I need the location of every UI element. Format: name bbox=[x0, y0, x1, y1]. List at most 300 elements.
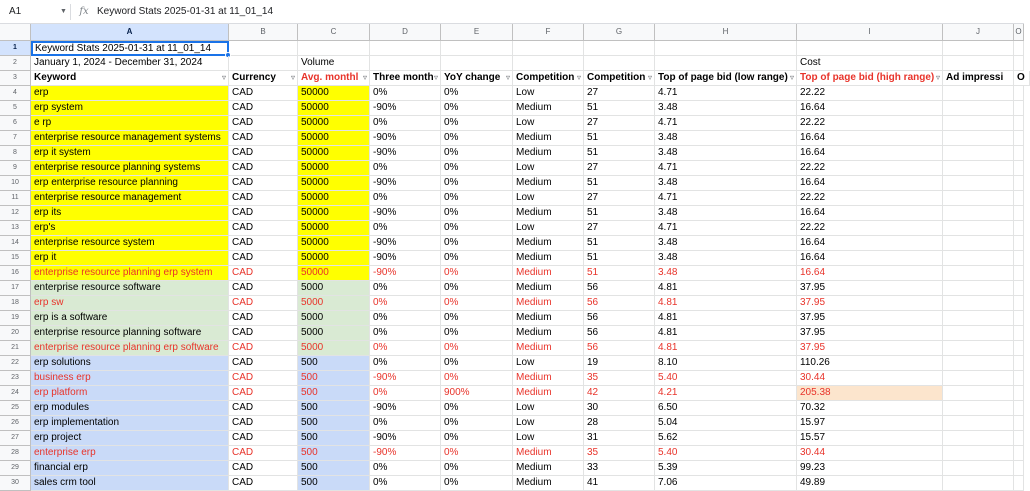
cell[interactable] bbox=[370, 41, 441, 56]
cell[interactable]: 205.38 bbox=[797, 386, 943, 401]
cell[interactable]: Medium bbox=[513, 446, 584, 461]
row-header[interactable]: 30 bbox=[0, 476, 31, 491]
cell[interactable]: 56 bbox=[584, 311, 655, 326]
cell[interactable]: 900% bbox=[441, 386, 513, 401]
table-header-cell[interactable] bbox=[298, 71, 370, 86]
cell[interactable]: 27 bbox=[584, 191, 655, 206]
cell[interactable]: 5000 bbox=[298, 341, 370, 356]
cell[interactable] bbox=[1014, 461, 1024, 476]
cell[interactable]: erp it system bbox=[31, 146, 229, 161]
cell[interactable]: 16.64 bbox=[797, 206, 943, 221]
cell[interactable]: CAD bbox=[229, 371, 298, 386]
cell[interactable]: CAD bbox=[229, 176, 298, 191]
cell[interactable]: 0% bbox=[370, 161, 441, 176]
table-header-cell[interactable] bbox=[441, 71, 513, 86]
row-header[interactable]: 27 bbox=[0, 431, 31, 446]
cell[interactable]: erp bbox=[31, 86, 229, 101]
cell[interactable]: -90% bbox=[370, 266, 441, 281]
column-header-a[interactable]: A bbox=[31, 24, 229, 41]
filter-icon[interactable]: ▿ bbox=[290, 73, 295, 82]
cell[interactable]: Low bbox=[513, 116, 584, 131]
cell[interactable] bbox=[1014, 161, 1024, 176]
cell[interactable]: 4.71 bbox=[655, 191, 797, 206]
cell[interactable]: 16.64 bbox=[797, 176, 943, 191]
cell[interactable]: Medium bbox=[513, 296, 584, 311]
cell[interactable] bbox=[943, 176, 1014, 191]
cell[interactable]: 4.81 bbox=[655, 311, 797, 326]
cell[interactable] bbox=[1014, 41, 1024, 56]
cell[interactable]: 0% bbox=[370, 191, 441, 206]
cell[interactable]: 3.48 bbox=[655, 176, 797, 191]
cell-date-range[interactable]: January 1, 2024 - December 31, 2024 bbox=[31, 56, 229, 71]
cell[interactable]: 4.71 bbox=[655, 221, 797, 236]
cell[interactable]: CAD bbox=[229, 266, 298, 281]
cell[interactable]: 50000 bbox=[298, 176, 370, 191]
row-header[interactable]: 26 bbox=[0, 416, 31, 431]
cell[interactable]: 4.71 bbox=[655, 86, 797, 101]
cell[interactable]: 50000 bbox=[298, 206, 370, 221]
cell[interactable]: 0% bbox=[370, 356, 441, 371]
cell[interactable]: Medium bbox=[513, 281, 584, 296]
cell[interactable] bbox=[943, 101, 1014, 116]
cell[interactable]: erp system bbox=[31, 101, 229, 116]
cell[interactable]: CAD bbox=[229, 416, 298, 431]
column-header-h[interactable]: H bbox=[655, 24, 797, 41]
cell[interactable]: -90% bbox=[370, 176, 441, 191]
cell[interactable]: enterprise resource planning systems bbox=[31, 161, 229, 176]
cell[interactable]: 16.64 bbox=[797, 101, 943, 116]
cell[interactable] bbox=[943, 476, 1014, 491]
cell[interactable]: CAD bbox=[229, 386, 298, 401]
table-header-cell[interactable] bbox=[513, 71, 584, 86]
cell[interactable] bbox=[943, 146, 1014, 161]
filter-icon[interactable]: ▿ bbox=[576, 73, 581, 82]
cell[interactable]: erp modules bbox=[31, 401, 229, 416]
cell[interactable]: 27 bbox=[584, 161, 655, 176]
cell[interactable] bbox=[943, 311, 1014, 326]
cell[interactable] bbox=[1014, 311, 1024, 326]
cell[interactable]: erp platform bbox=[31, 386, 229, 401]
cell[interactable]: 0% bbox=[441, 251, 513, 266]
cell[interactable]: Medium bbox=[513, 146, 584, 161]
spreadsheet-grid[interactable] bbox=[0, 24, 1025, 488]
cell[interactable]: 37.95 bbox=[797, 281, 943, 296]
cell[interactable]: 16.64 bbox=[797, 236, 943, 251]
row-header[interactable]: 2 bbox=[0, 56, 31, 71]
cell[interactable]: 27 bbox=[584, 116, 655, 131]
cell[interactable] bbox=[943, 341, 1014, 356]
cell[interactable]: Medium bbox=[513, 476, 584, 491]
cell[interactable]: CAD bbox=[229, 341, 298, 356]
cell[interactable]: 0% bbox=[441, 326, 513, 341]
cell[interactable]: enterprise resource planning software bbox=[31, 326, 229, 341]
cell[interactable]: 50000 bbox=[298, 161, 370, 176]
name-box[interactable] bbox=[0, 0, 70, 24]
cell[interactable] bbox=[797, 41, 943, 56]
row-header[interactable]: 25 bbox=[0, 401, 31, 416]
row-header[interactable]: 22 bbox=[0, 356, 31, 371]
cell[interactable]: 500 bbox=[298, 431, 370, 446]
cell[interactable] bbox=[370, 56, 441, 71]
row-header[interactable]: 16 bbox=[0, 266, 31, 281]
cell[interactable] bbox=[1014, 446, 1024, 461]
cell[interactable]: 0% bbox=[370, 221, 441, 236]
cell[interactable]: CAD bbox=[229, 281, 298, 296]
cell[interactable]: Medium bbox=[513, 206, 584, 221]
cell[interactable]: CAD bbox=[229, 191, 298, 206]
cell[interactable]: 4.81 bbox=[655, 281, 797, 296]
cell[interactable]: 51 bbox=[584, 206, 655, 221]
filter-icon[interactable]: ▿ bbox=[789, 73, 794, 82]
cell[interactable]: 50000 bbox=[298, 86, 370, 101]
cell[interactable]: enterprise resource software bbox=[31, 281, 229, 296]
row-header[interactable]: 20 bbox=[0, 326, 31, 341]
cell[interactable] bbox=[943, 281, 1014, 296]
cell[interactable]: 5.62 bbox=[655, 431, 797, 446]
cell[interactable]: 35 bbox=[584, 371, 655, 386]
cell[interactable]: 5000 bbox=[298, 296, 370, 311]
cell[interactable] bbox=[943, 221, 1014, 236]
cell[interactable]: erp solutions bbox=[31, 356, 229, 371]
row-header[interactable]: 9 bbox=[0, 161, 31, 176]
cell[interactable]: Low bbox=[513, 161, 584, 176]
cell[interactable]: 0% bbox=[441, 446, 513, 461]
cell[interactable]: 0% bbox=[441, 461, 513, 476]
cell-a1-title[interactable]: Keyword Stats 2025-01-31 at 11_01_14 bbox=[31, 41, 229, 56]
cell[interactable]: 5.40 bbox=[655, 446, 797, 461]
cell[interactable]: 42 bbox=[584, 386, 655, 401]
filter-icon[interactable]: ▿ bbox=[221, 73, 226, 82]
cell[interactable]: 27 bbox=[584, 221, 655, 236]
cell[interactable] bbox=[943, 296, 1014, 311]
cell[interactable]: 0% bbox=[370, 311, 441, 326]
cell[interactable] bbox=[441, 56, 513, 71]
cell[interactable]: 16.64 bbox=[797, 251, 943, 266]
cell[interactable] bbox=[1014, 416, 1024, 431]
cell[interactable]: 0% bbox=[370, 116, 441, 131]
cell[interactable]: 50000 bbox=[298, 236, 370, 251]
cell[interactable] bbox=[1014, 296, 1024, 311]
cell[interactable] bbox=[584, 41, 655, 56]
cell-volume-label[interactable]: Volume bbox=[298, 56, 370, 71]
row-header[interactable]: 1 bbox=[0, 41, 31, 56]
cell[interactable]: Low bbox=[513, 416, 584, 431]
cell[interactable]: financial erp bbox=[31, 461, 229, 476]
cell[interactable]: 0% bbox=[370, 326, 441, 341]
cell[interactable]: 3.48 bbox=[655, 206, 797, 221]
cell[interactable]: 500 bbox=[298, 446, 370, 461]
cell[interactable]: 22.22 bbox=[797, 116, 943, 131]
cell[interactable]: Medium bbox=[513, 386, 584, 401]
filter-icon[interactable]: ▿ bbox=[433, 73, 438, 82]
row-header[interactable]: 28 bbox=[0, 446, 31, 461]
cell[interactable]: 0% bbox=[441, 161, 513, 176]
cell[interactable]: 0% bbox=[441, 176, 513, 191]
cell[interactable]: 0% bbox=[441, 206, 513, 221]
cell[interactable]: 4.81 bbox=[655, 341, 797, 356]
cell[interactable]: 0% bbox=[370, 386, 441, 401]
cell[interactable] bbox=[1014, 281, 1024, 296]
column-header-g[interactable]: G bbox=[584, 24, 655, 41]
cell[interactable]: -90% bbox=[370, 446, 441, 461]
cell[interactable] bbox=[1014, 251, 1024, 266]
cell[interactable] bbox=[943, 251, 1014, 266]
cell[interactable] bbox=[943, 236, 1014, 251]
row-header[interactable]: 24 bbox=[0, 386, 31, 401]
cell[interactable]: 33 bbox=[584, 461, 655, 476]
cell[interactable]: 0% bbox=[441, 236, 513, 251]
cell[interactable]: 30.44 bbox=[797, 446, 943, 461]
column-header-c[interactable]: C bbox=[298, 24, 370, 41]
cell[interactable]: 0% bbox=[441, 296, 513, 311]
row-header[interactable]: 23 bbox=[0, 371, 31, 386]
row-header[interactable]: 15 bbox=[0, 251, 31, 266]
cell[interactable] bbox=[1014, 356, 1024, 371]
cell[interactable] bbox=[1014, 371, 1024, 386]
cell[interactable]: 16.64 bbox=[797, 146, 943, 161]
cell[interactable]: CAD bbox=[229, 251, 298, 266]
cell[interactable]: 0% bbox=[370, 476, 441, 491]
cell[interactable] bbox=[943, 371, 1014, 386]
cell[interactable]: CAD bbox=[229, 86, 298, 101]
filter-icon[interactable]: ▿ bbox=[647, 73, 652, 82]
cell[interactable]: 0% bbox=[441, 371, 513, 386]
cell[interactable] bbox=[1014, 326, 1024, 341]
cell[interactable]: 500 bbox=[298, 356, 370, 371]
cell[interactable]: 0% bbox=[370, 86, 441, 101]
cell[interactable]: Medium bbox=[513, 236, 584, 251]
cell[interactable]: CAD bbox=[229, 236, 298, 251]
cell[interactable] bbox=[584, 56, 655, 71]
cell[interactable] bbox=[943, 191, 1014, 206]
cell[interactable] bbox=[943, 266, 1014, 281]
cell[interactable]: 0% bbox=[441, 341, 513, 356]
cell[interactable] bbox=[943, 431, 1014, 446]
cell[interactable]: 3.48 bbox=[655, 236, 797, 251]
cell[interactable] bbox=[943, 356, 1014, 371]
cell[interactable]: 30.44 bbox=[797, 371, 943, 386]
cell[interactable]: CAD bbox=[229, 296, 298, 311]
row-header[interactable]: 17 bbox=[0, 281, 31, 296]
cell[interactable]: 51 bbox=[584, 251, 655, 266]
cell[interactable]: 0% bbox=[370, 341, 441, 356]
cell[interactable] bbox=[1014, 236, 1024, 251]
cell[interactable]: 15.97 bbox=[797, 416, 943, 431]
cell[interactable]: 56 bbox=[584, 326, 655, 341]
cell[interactable]: 22.22 bbox=[797, 221, 943, 236]
cell[interactable]: CAD bbox=[229, 356, 298, 371]
cell[interactable] bbox=[1014, 431, 1024, 446]
row-header[interactable]: 10 bbox=[0, 176, 31, 191]
row-header[interactable]: 13 bbox=[0, 221, 31, 236]
cell[interactable]: CAD bbox=[229, 431, 298, 446]
cell[interactable]: 50000 bbox=[298, 116, 370, 131]
cell[interactable]: Medium bbox=[513, 371, 584, 386]
cell[interactable]: enterprise resource planning erp system bbox=[31, 266, 229, 281]
cell[interactable]: 3.48 bbox=[655, 101, 797, 116]
cell[interactable]: -90% bbox=[370, 206, 441, 221]
table-header-cell[interactable] bbox=[797, 71, 943, 86]
cell[interactable]: 5.04 bbox=[655, 416, 797, 431]
cell[interactable]: -90% bbox=[370, 101, 441, 116]
cell[interactable]: erp enterprise resource planning bbox=[31, 176, 229, 191]
cell[interactable] bbox=[229, 41, 298, 56]
cell[interactable]: 56 bbox=[584, 281, 655, 296]
table-header-cell[interactable] bbox=[943, 71, 1014, 86]
cell[interactable] bbox=[943, 446, 1014, 461]
cell[interactable]: enterprise resource management systems bbox=[31, 131, 229, 146]
column-header-e[interactable]: E bbox=[441, 24, 513, 41]
cell[interactable]: 0% bbox=[441, 86, 513, 101]
cell[interactable]: 0% bbox=[370, 461, 441, 476]
cell[interactable]: 5000 bbox=[298, 311, 370, 326]
cell[interactable] bbox=[1014, 341, 1024, 356]
cell[interactable]: erp its bbox=[31, 206, 229, 221]
formula-input[interactable]: Keyword Stats 2025-01-31 at 11_01_14 bbox=[97, 6, 274, 17]
row-header[interactable]: 4 bbox=[0, 86, 31, 101]
cell[interactable] bbox=[943, 56, 1014, 71]
cell[interactable]: 3.48 bbox=[655, 146, 797, 161]
cell[interactable]: 50000 bbox=[298, 251, 370, 266]
filter-icon[interactable]: ▿ bbox=[362, 73, 367, 82]
cell[interactable]: erp project bbox=[31, 431, 229, 446]
cell[interactable]: 22.22 bbox=[797, 161, 943, 176]
cell[interactable]: 51 bbox=[584, 176, 655, 191]
cell[interactable]: CAD bbox=[229, 206, 298, 221]
cell[interactable]: 0% bbox=[441, 416, 513, 431]
cell[interactable] bbox=[1014, 401, 1024, 416]
cell[interactable]: 22.22 bbox=[797, 86, 943, 101]
cell[interactable] bbox=[1014, 386, 1024, 401]
cell[interactable] bbox=[1014, 266, 1024, 281]
cell[interactable] bbox=[1014, 146, 1024, 161]
cell[interactable]: 50000 bbox=[298, 191, 370, 206]
cell[interactable]: Low bbox=[513, 86, 584, 101]
cell[interactable]: 5000 bbox=[298, 281, 370, 296]
cell[interactable]: erp implementation bbox=[31, 416, 229, 431]
cell[interactable]: CAD bbox=[229, 326, 298, 341]
cell[interactable]: 0% bbox=[441, 356, 513, 371]
cell[interactable]: Low bbox=[513, 431, 584, 446]
cell[interactable]: -90% bbox=[370, 401, 441, 416]
cell[interactable] bbox=[1014, 101, 1024, 116]
cell[interactable]: 0% bbox=[441, 311, 513, 326]
row-header[interactable]: 6 bbox=[0, 116, 31, 131]
cell[interactable]: 30 bbox=[584, 401, 655, 416]
cell[interactable]: 50000 bbox=[298, 146, 370, 161]
cell[interactable] bbox=[943, 461, 1014, 476]
cell[interactable] bbox=[513, 56, 584, 71]
row-header[interactable]: 7 bbox=[0, 131, 31, 146]
cell[interactable]: 99.23 bbox=[797, 461, 943, 476]
cell[interactable] bbox=[655, 56, 797, 71]
cell[interactable]: 0% bbox=[370, 416, 441, 431]
cell[interactable] bbox=[1014, 176, 1024, 191]
cell[interactable]: 15.57 bbox=[797, 431, 943, 446]
cell[interactable]: 0% bbox=[441, 281, 513, 296]
cell[interactable] bbox=[441, 41, 513, 56]
cell[interactable]: Low bbox=[513, 221, 584, 236]
cell[interactable]: CAD bbox=[229, 446, 298, 461]
cell[interactable]: 0% bbox=[441, 221, 513, 236]
cell[interactable]: 7.06 bbox=[655, 476, 797, 491]
cell[interactable]: Medium bbox=[513, 251, 584, 266]
cell[interactable]: 0% bbox=[441, 131, 513, 146]
cell[interactable]: 27 bbox=[584, 86, 655, 101]
cell[interactable]: 50000 bbox=[298, 266, 370, 281]
cell[interactable]: CAD bbox=[229, 401, 298, 416]
cell[interactable] bbox=[943, 161, 1014, 176]
cell[interactable]: 31 bbox=[584, 431, 655, 446]
cell-cost-label[interactable]: Cost bbox=[797, 56, 943, 71]
cell[interactable]: 37.95 bbox=[797, 311, 943, 326]
cell[interactable]: 0% bbox=[441, 266, 513, 281]
cell[interactable]: -90% bbox=[370, 131, 441, 146]
cell[interactable] bbox=[1014, 86, 1024, 101]
row-header[interactable]: 29 bbox=[0, 461, 31, 476]
cell[interactable] bbox=[943, 326, 1014, 341]
cell[interactable]: 19 bbox=[584, 356, 655, 371]
cell[interactable]: CAD bbox=[229, 311, 298, 326]
cell[interactable]: Low bbox=[513, 356, 584, 371]
cell[interactable]: 0% bbox=[370, 281, 441, 296]
cell[interactable]: 49.89 bbox=[797, 476, 943, 491]
cell[interactable]: 4.21 bbox=[655, 386, 797, 401]
cell[interactable]: 37.95 bbox=[797, 326, 943, 341]
cell[interactable]: 0% bbox=[441, 191, 513, 206]
cell[interactable]: CAD bbox=[229, 116, 298, 131]
cell[interactable]: 500 bbox=[298, 416, 370, 431]
cell[interactable]: Medium bbox=[513, 101, 584, 116]
row-header[interactable]: 11 bbox=[0, 191, 31, 206]
cell[interactable] bbox=[943, 386, 1014, 401]
cell[interactable]: 51 bbox=[584, 266, 655, 281]
cell[interactable]: 37.95 bbox=[797, 341, 943, 356]
cell[interactable]: 5.40 bbox=[655, 371, 797, 386]
cell[interactable] bbox=[1014, 191, 1024, 206]
cell[interactable]: 500 bbox=[298, 371, 370, 386]
cell[interactable] bbox=[655, 41, 797, 56]
cell[interactable]: 0% bbox=[370, 296, 441, 311]
cell[interactable]: 6.50 bbox=[655, 401, 797, 416]
cell[interactable]: CAD bbox=[229, 221, 298, 236]
filter-icon[interactable]: ▿ bbox=[505, 73, 510, 82]
cell[interactable]: 8.10 bbox=[655, 356, 797, 371]
cell[interactable]: 500 bbox=[298, 401, 370, 416]
cell[interactable] bbox=[943, 401, 1014, 416]
cell[interactable]: 500 bbox=[298, 386, 370, 401]
cell[interactable]: 51 bbox=[584, 236, 655, 251]
cell[interactable]: 16.64 bbox=[797, 266, 943, 281]
row-header[interactable]: 3 bbox=[0, 71, 31, 86]
cell[interactable]: 35 bbox=[584, 446, 655, 461]
cell[interactable]: CAD bbox=[229, 146, 298, 161]
cell[interactable]: 50000 bbox=[298, 221, 370, 236]
column-header-f[interactable]: F bbox=[513, 24, 584, 41]
cell[interactable]: 5000 bbox=[298, 326, 370, 341]
table-header-cell[interactable] bbox=[229, 71, 298, 86]
cell[interactable]: 0% bbox=[441, 101, 513, 116]
table-header-cell[interactable] bbox=[370, 71, 441, 86]
cell[interactable]: 51 bbox=[584, 131, 655, 146]
cell[interactable]: enterprise resource management bbox=[31, 191, 229, 206]
table-header-cell[interactable] bbox=[31, 71, 229, 86]
row-header[interactable]: 19 bbox=[0, 311, 31, 326]
cell[interactable] bbox=[943, 86, 1014, 101]
row-header[interactable]: 8 bbox=[0, 146, 31, 161]
cell[interactable]: erp it bbox=[31, 251, 229, 266]
cell[interactable]: CAD bbox=[229, 131, 298, 146]
